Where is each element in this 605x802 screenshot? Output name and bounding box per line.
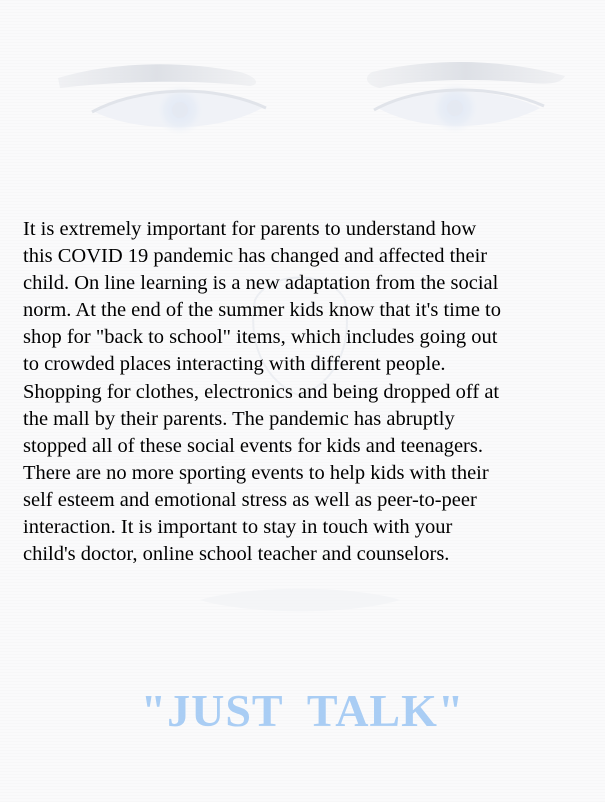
faint-lip-contour-shape: [200, 589, 400, 612]
article-line: There are no more sporting events to help kids with their: [23, 461, 489, 484]
article-line: this COVID 19 pandemic has changed and affected their: [23, 245, 488, 268]
left-eyebrow-shape: [58, 64, 256, 88]
article-line: shop for "back to school" items, which includes going out: [23, 326, 498, 349]
article-line: stopped all of these social events for kids and teenagers.: [23, 434, 483, 457]
article-line: child. On line learning is a new adaptation from the social: [23, 272, 499, 295]
just-talk-heading: "JUST TALK": [140, 685, 465, 736]
article-line: the mall by their parents. The pandemic has abruptly: [23, 407, 455, 430]
article-line: self esteem and emotional stress as well as peer-to-peer: [23, 488, 477, 511]
article-line: child's doctor, online school teacher and counselors.: [23, 543, 450, 566]
article-line: Shopping for clothes, electronics and being dropped off at: [23, 380, 500, 403]
article-line: norm. At the end of the summer kids know that it's time to: [23, 299, 501, 322]
article-text: [23, 216, 603, 568]
article-line: interaction. It is important to stay in touch with your: [23, 516, 453, 539]
right-eye-shape: [374, 82, 544, 134]
left-eye-shape: [92, 84, 266, 136]
article-line: to crowded places interacting with different people.: [23, 353, 446, 376]
article-line: It is extremely important for parents to understand how: [23, 218, 477, 240]
right-eyebrow-shape: [367, 62, 565, 88]
